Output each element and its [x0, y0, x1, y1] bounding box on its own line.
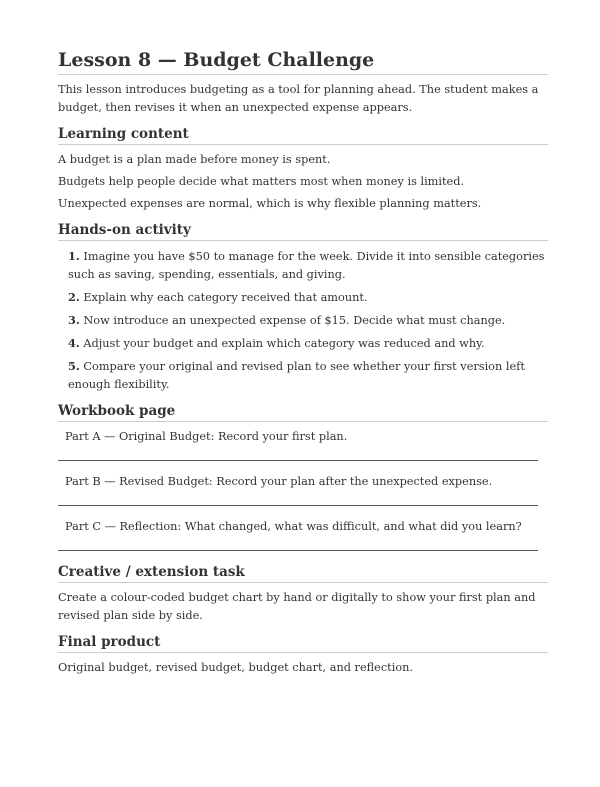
final-heading: Final product [58, 633, 548, 653]
learning-paragraph: A budget is a plan made before money is spent. [58, 153, 331, 166]
creative-text: Create a colour-coded budget chart by hand or digitally to show your first plan and revised plan side by side. [58, 591, 536, 622]
activity-step [68, 311, 548, 330]
step-number: 2. [68, 290, 80, 304]
step-text: Explain why each category received that amount. [83, 291, 368, 304]
activity-step [68, 357, 548, 394]
answer-line[interactable] [58, 536, 538, 551]
workbook-part-a: Part A — Original Budget: Record your first plan. [65, 430, 348, 443]
step-text: Now introduce an unexpected expense of $15. Decide what must change. [83, 314, 506, 327]
step-number: 4. [68, 336, 80, 350]
step-text: Adjust your budget and explain which category was reduced and why. [83, 337, 485, 350]
page-title: Lesson 8 — Budget Challenge [58, 47, 548, 75]
activity-step [68, 288, 548, 307]
answer-line[interactable] [58, 491, 538, 506]
learning-paragraph: Unexpected expenses are normal, which is why flexible planning matters. [58, 197, 482, 210]
activity-steps-list [58, 247, 548, 394]
learning-heading: Learning content [58, 125, 548, 145]
step-number: 3. [68, 313, 80, 327]
step-number: 5. [68, 359, 80, 373]
creative-heading: Creative / extension task [58, 563, 548, 583]
activity-step [68, 247, 548, 284]
workbook-heading: Workbook page [58, 402, 548, 422]
workbook-part-b: Part B — Revised Budget: Record your plan after the unexpected expense. [65, 475, 493, 488]
step-number: 1. [68, 249, 80, 263]
activity-section [58, 221, 548, 394]
step-text: Imagine you have $50 to manage for the week. Divide it into sensible categories such as saving, spending, essentials, and giving. [68, 250, 545, 281]
final-section [58, 633, 548, 677]
learning-section [58, 125, 548, 213]
workbook-part-c: Part C — Reflection: What changed, what was difficult, and what did you learn? [65, 520, 522, 533]
step-text: Compare your original and revised plan to see whether your first version left enough flexibility. [68, 360, 525, 391]
activity-heading: Hands-on activity [58, 221, 548, 241]
final-text: Original budget, revised budget, budget chart, and reflection. [58, 661, 414, 674]
answer-line[interactable] [58, 446, 538, 461]
intro-paragraph: This lesson introduces budgeting as a tool for planning ahead. The student makes a budget, then revises it when an unexpected expense appears. [58, 83, 539, 114]
activity-step [68, 334, 548, 353]
creative-section [58, 563, 548, 625]
learning-paragraph: Budgets help people decide what matters most when money is limited. [58, 175, 465, 188]
workbook-section [58, 402, 548, 551]
